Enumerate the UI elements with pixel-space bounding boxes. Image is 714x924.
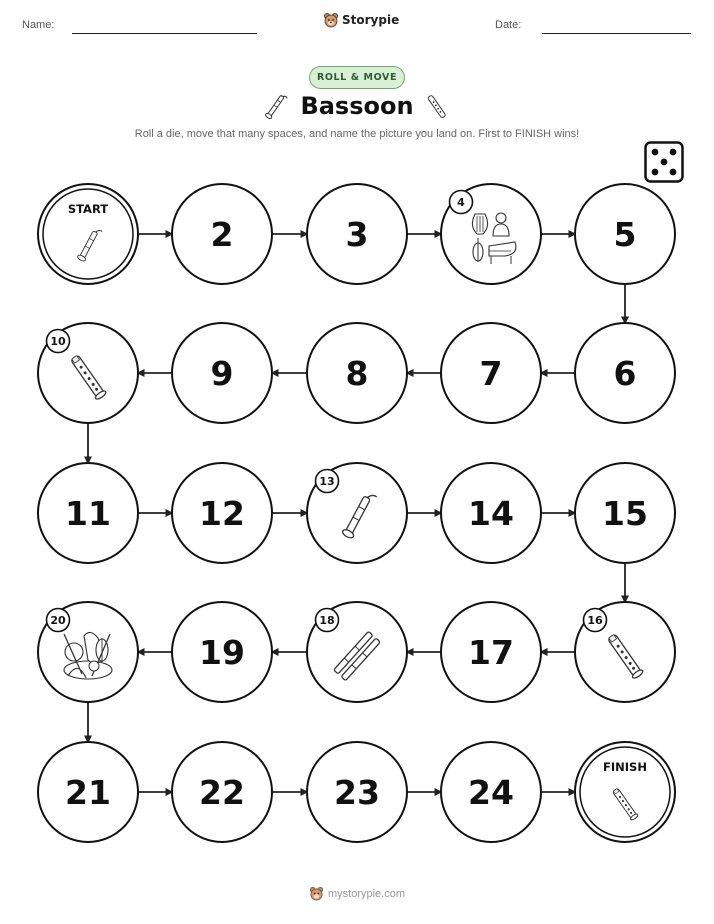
board-space-5[interactable] (575, 184, 675, 284)
space-badge-number: 18 (319, 614, 335, 627)
space-number: 14 (468, 494, 514, 533)
space-number: 21 (65, 773, 111, 812)
space-number: 9 (210, 354, 234, 393)
start-label: START (67, 202, 109, 216)
board-space-21[interactable] (38, 742, 138, 842)
space-circle (38, 184, 138, 284)
space-number: 5 (613, 215, 637, 254)
board-space-8[interactable] (307, 323, 407, 423)
space-number: 8 (345, 354, 369, 393)
space-number: 3 (345, 215, 369, 254)
space-badge-number: 10 (50, 335, 66, 348)
instructions: Roll a die, move that many spaces, and name the picture you land on. First to FINISH wins! (134, 128, 580, 140)
finish-label: FINISH (603, 760, 647, 774)
board-space-11[interactable] (38, 463, 138, 563)
board-space-6[interactable] (575, 323, 675, 423)
board-space-17[interactable] (441, 602, 541, 702)
board-space-9[interactable] (172, 323, 272, 423)
space-number: 11 (65, 494, 111, 533)
space-number: 17 (468, 633, 514, 672)
space-number: 23 (334, 773, 380, 812)
board-space-19[interactable] (172, 602, 272, 702)
space-number: 7 (479, 354, 503, 393)
space-badge-number: 20 (50, 614, 66, 627)
space-number: 22 (199, 773, 245, 812)
space-number: 6 (613, 354, 637, 393)
space-circle (575, 742, 675, 842)
board-space-23[interactable] (307, 742, 407, 842)
page-title: Bassoon (300, 92, 414, 120)
board-space-12[interactable] (172, 463, 272, 563)
space-number: 24 (468, 773, 514, 812)
board-space-20[interactable] (38, 602, 138, 702)
board-space-15[interactable] (575, 463, 675, 563)
board-space-7[interactable] (441, 323, 541, 423)
space-number: 19 (199, 633, 245, 672)
roll-and-move-badge: ROLL & MOVE (309, 66, 405, 89)
board-space-2[interactable] (172, 184, 272, 284)
board-space-18[interactable] (307, 602, 407, 702)
board-space-13[interactable] (307, 463, 407, 563)
space-number: 2 (210, 215, 234, 254)
space-number: 15 (602, 494, 648, 533)
board-space-22[interactable] (172, 742, 272, 842)
brand-name: Storypie (342, 13, 400, 27)
bear-mascot-icon (309, 886, 324, 901)
space-badge-number: 13 (319, 475, 335, 488)
board-space-25[interactable] (575, 742, 675, 842)
board-space-10[interactable] (38, 323, 138, 423)
date-label: Date: (495, 19, 522, 31)
board-space-3[interactable] (307, 184, 407, 284)
footer-url[interactable]: mystorypie.com (327, 887, 406, 900)
space-number: 12 (199, 494, 245, 533)
board-space-4[interactable] (441, 184, 541, 284)
board-space-24[interactable] (441, 742, 541, 842)
board-space-1[interactable] (38, 184, 138, 284)
space-badge-number: 16 (587, 614, 603, 627)
footer (0, 886, 714, 901)
board-space-16[interactable] (575, 602, 675, 702)
board-space-14[interactable] (441, 463, 541, 563)
space-badge-number: 4 (457, 196, 465, 209)
name-label: Name: (22, 19, 55, 31)
